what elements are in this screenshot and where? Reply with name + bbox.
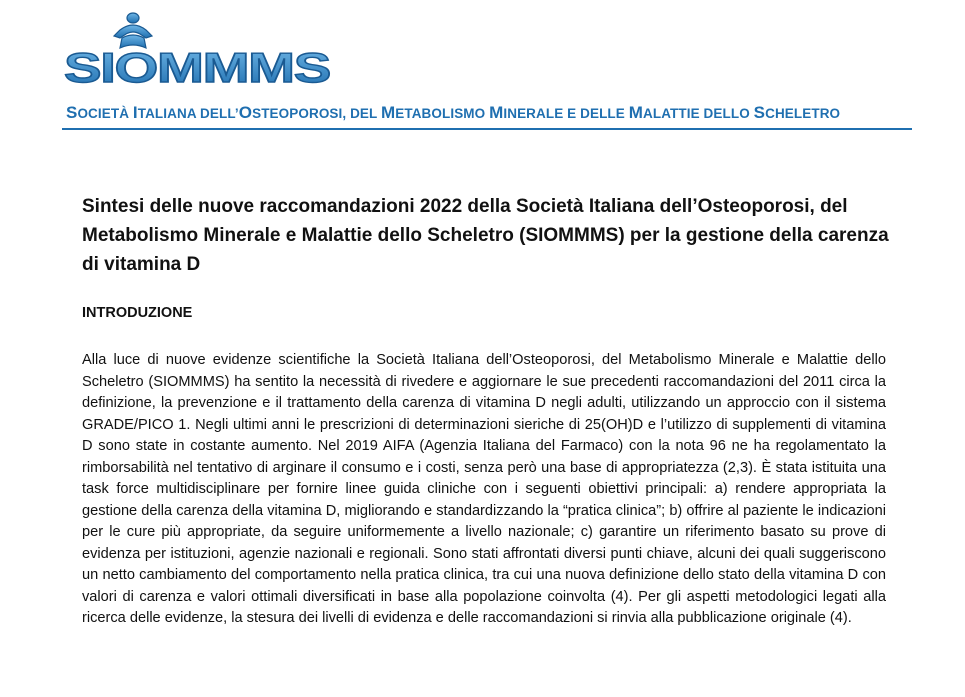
society-name-rest: CHELETRO [765, 106, 841, 121]
society-name-rest: INERALE E DELLE [503, 106, 629, 121]
society-name-rest: TALIANA DELL’ [137, 106, 239, 121]
section-heading: INTRODUZIONE [82, 305, 193, 321]
society-name-cap: I [132, 103, 138, 122]
logo-text: SIOMMMS [64, 44, 330, 88]
document-title: Sintesi delle nuove raccomandazioni 2022 della Società Italiana dell’Osteoporosi, del Metabolismo Minerale e Malattie dello Scheletro (SIOMMMS) per la gestione della carenza di vitamina D [82, 196, 889, 275]
society-name-cap: M [628, 103, 644, 122]
society-name-cap: M [489, 103, 504, 122]
society-name-cap: S [66, 103, 78, 122]
society-name-cap: M [380, 103, 396, 122]
society-name-rest: ALATTIE DELLO [643, 106, 754, 121]
society-name-rest: ETABOLISMO [395, 106, 490, 121]
header-rule [62, 128, 912, 130]
society-name-cap: O [238, 103, 253, 122]
society-name-cap: S [753, 103, 766, 122]
society-name-rest: OCIETÀ [77, 106, 133, 121]
society-name-rest: STEOPOROSI, DEL [252, 106, 381, 121]
intro-paragraph: Alla luce di nuove evidenze scientifiche la Società Italiana dell’Osteoporosi, del Metabolismo Minerale e Malattie dello Scheletro (SIOMMMS) ha sentito la necessità di rivedere e aggiornare le sue precedenti raccomandazioni del 2011 circa la definizione, la prevenzione e il trattamento della carenza di vitamina D negli adulti, utilizzando un approccio con il sistema GRADE/PICO 1. Negli ultimi anni le prescrizioni di determinazioni sieriche di 25(OH)D e l’utilizzo di supplementi di vitamina D sono state in costante aumento. Nel 2019 AIFA (Agenzia Italiana del Farmaco) con la nota 96 ne ha regolamentato la rimborsabilità nel tentativo di arginare il consumo e i costi, senza però una base di appropriatezza (2,3). È stata istituita una task force multidisciplinare per fornire linee guida cliniche con i seguenti obiettivi principali: a) rendere appropriata la gestione della carenza della vitamina D, migliorando e standardizzando la “pratica clinica”; b) offrire al paziente le indicazioni per le cure più appropriate, da seguire uniformemente a livello nazionale; c) garantire un riferimento basato su prove di evidenza per istituzioni, agenzie nazionali e regionali. Sono stati affrontati diversi punti chiave, alcuni dei quali suggeriscono un netto cambiamento del comportamento nella pratica clinica, tra cui una nuova definizione dello stato della vitamina D con valori di carenza e valori ottimali diversificati in base alla popolazione coinvolta (4). Per gli aspetti metodologici legati alla ricerca delle evidenze, la stesura dei livelli di evidenza e delle raccomandazioni si rinvia alla pubblicazione originale (4). [82, 352, 886, 626]
siommms-logo [62, 8, 334, 88]
society-name [66, 103, 840, 123]
vertebra-icon [114, 13, 152, 48]
